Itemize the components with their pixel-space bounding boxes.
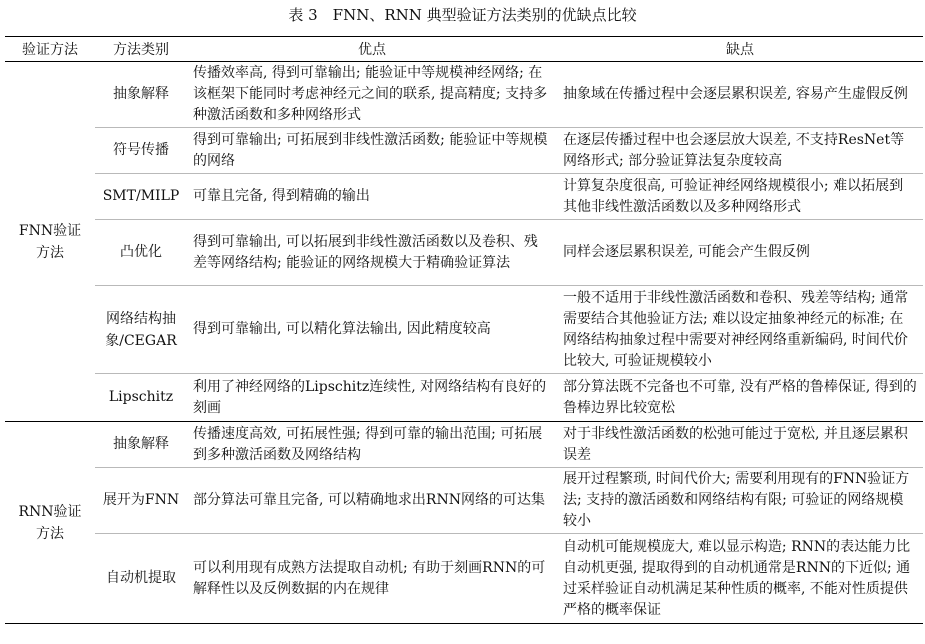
table-row [5,374,923,422]
cons-cell: 对于非线性激活函数的松弛可能过于宽松, 并且逐层累积误差 [557,422,923,468]
pros-cell: 传播速度高效, 可拓展性强; 得到可靠的输出范围; 可拓展到多种激活函数及网络结构 [187,422,557,468]
method-cell: 抽象解释 [95,62,187,128]
group-cell-fnn: FNN验证方法 [5,62,95,422]
header-cell-cons: 缺点 [557,37,923,62]
cons-cell: 在逐层传播过程中也会逐层放大误差, 不支持ResNet等网络形式; 部分验证算法复杂度较高 [557,128,923,174]
cons-cell: 一般不适用于非线性激活函数和卷积、残差等结构; 通常需要结合其他验证方法; 难以设定抽象神经元的标准; 在网络结构抽象过程中需要对神经网络重新编码, 时间代价比较大, 可验证规模较小 [557,286,923,374]
method-cell: 凸优化 [95,220,187,286]
table-row [5,128,923,174]
table-row [5,286,923,374]
group-cell-rnn: RNN验证方法 [5,422,95,624]
method-cell: 网络结构抽象/CEGAR [95,286,187,374]
table-row [5,62,923,128]
cons-cell: 部分算法既不完备也不可靠, 没有严格的鲁棒保证, 得到的鲁棒边界比较宽松 [557,374,923,422]
cons-cell: 自动机可能规模庞大, 难以显示构造; RNN的表达能力比自动机更强, 提取得到的自动机通常是RNN的下近似; 通过采样验证自动机满足某种性质的概率, 不能对性质提供严格的概率保证 [557,534,923,624]
comparison-table [5,36,923,624]
table-row [5,174,923,220]
header-cell-method: 验证方法 [5,37,95,62]
pros-cell: 得到可靠输出, 可以精化算法输出, 因此精度较高 [187,286,557,374]
method-cell: Lipschitz [95,374,187,422]
table-row [5,468,923,534]
header-row [5,37,923,62]
method-cell: 符号传播 [95,128,187,174]
cons-cell: 计算复杂度很高, 可验证神经网络规模很小; 难以拓展到其他非线性激活函数以及多种网络形式 [557,174,923,220]
method-cell: SMT/MILP [95,174,187,220]
pros-cell: 可以利用现有成熟方法提取自动机; 有助于刻画RNN的可解释性以及反例数据的内在规律 [187,534,557,624]
method-cell: 抽象解释 [95,422,187,468]
method-cell: 展开为FNN [95,468,187,534]
header-cell-pros: 优点 [187,37,557,62]
pros-cell: 可靠且完备, 得到精确的输出 [187,174,557,220]
table-row [5,220,923,286]
pros-cell: 得到可靠输出; 可拓展到非线性激活函数; 能验证中等规模的网络 [187,128,557,174]
header-cell-category: 方法类别 [95,37,187,62]
cons-cell: 展开过程繁琐, 时间代价大; 需要利用现有的FNN验证方法; 支持的激活函数和网络结构有限; 可验证的网络规模较小 [557,468,923,534]
method-cell: 自动机提取 [95,534,187,624]
cons-cell: 同样会逐层累积误差, 可能会产生假反例 [557,220,923,286]
table-row [5,422,923,468]
table-row [5,534,923,624]
pros-cell: 得到可靠输出, 可以拓展到非线性激活函数以及卷积、残差等网络结构; 能验证的网络规模大于精确验证算法 [187,220,557,286]
cons-cell: 抽象域在传播过程中会逐层累积误差, 容易产生虚假反例 [557,62,923,128]
pros-cell: 部分算法可靠且完备, 可以精确地求出RNN网络的可达集 [187,468,557,534]
pros-cell: 传播效率高, 得到可靠输出; 能验证中等规模神经网络; 在该框架下能同时考虑神经元之间的联系, 提高精度; 支持多种激活函数和多种网络形式 [187,62,557,128]
pros-cell: 利用了神经网络的Lipschitz连续性, 对网络结构有良好的刻画 [187,374,557,422]
table-caption: 表 3 FNN、RNN 典型验证方法类别的优缺点比较 [288,6,637,24]
